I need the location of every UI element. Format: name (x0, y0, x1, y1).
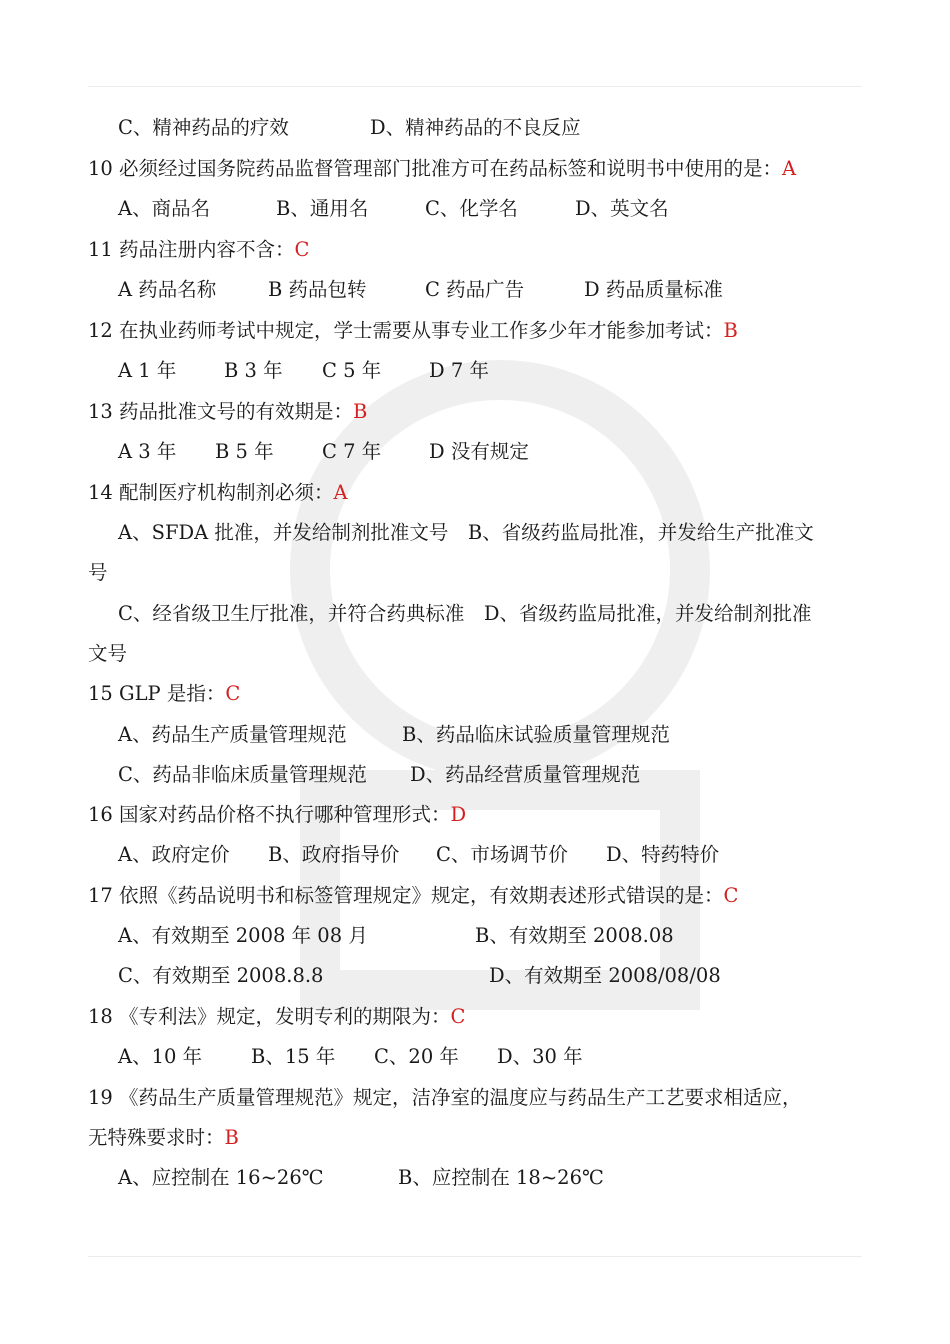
q19-stem: 19 《药品生产质量管理规范》规定，洁净室的温度应与药品生产工艺要求相适应， (88, 1086, 802, 1109)
q12-option-d: D 7 年 (429, 359, 489, 382)
q16-option-a: A、政府定价 (118, 843, 230, 866)
q18-option-b: B、15 年 (251, 1045, 336, 1068)
q19-option-a: A、应控制在 16~26℃ (118, 1166, 324, 1189)
q16-option-d: D、特药特价 (606, 843, 720, 866)
q15-option-c: C、药品非临床质量管理规范 (118, 763, 367, 786)
q10-text: 10 必须经过国务院药品监督管理部门批准方可在药品标签和说明书中使用的是： (88, 157, 783, 180)
q13-option-b: B 5 年 (215, 440, 274, 463)
q10-option-c: C、化学名 (425, 197, 518, 220)
q18-stem (88, 1003, 465, 1031)
q11-option-a: A 药品名称 (118, 278, 217, 301)
q17-text: 17 依照《药品说明书和标签管理规定》规定，有效期表述形式错误的是： (88, 884, 724, 907)
q14-options-cd: C、经省级卫生厅批准，并符合药典标准 D、省级药监局批准，并发给制剂批准 (118, 602, 812, 625)
q10-option-a: A、商品名 (118, 197, 211, 220)
q15-answer: C (225, 682, 241, 705)
q18-option-c: C、20 年 (374, 1045, 459, 1068)
q11-text: 11 药品注册内容不含： (88, 238, 295, 261)
q13-option-c: C 7 年 (322, 440, 382, 463)
q16-stem (88, 801, 466, 829)
q19-text-cont: 无特殊要求时： (88, 1126, 225, 1149)
q12-answer: B (723, 319, 738, 342)
q14-options-ab-cont: 号 (88, 561, 108, 584)
q18-answer: C (450, 1005, 466, 1028)
q17-option-c: C、有效期至 2008.8.8 (118, 964, 324, 987)
q18-option-d: D、30 年 (497, 1045, 583, 1068)
q16-option-b: B、政府指导价 (268, 843, 400, 866)
q14-answer: A (333, 481, 348, 504)
q16-answer: D (450, 803, 467, 826)
q14-stem (88, 479, 348, 507)
q15-option-b: B、药品临床试验质量管理规范 (402, 723, 670, 746)
q13-option-a: A 3 年 (118, 440, 177, 463)
q11-stem (88, 236, 309, 264)
q12-option-c: C 5 年 (322, 359, 382, 382)
q16-option-c: C、市场调节价 (436, 843, 568, 866)
q17-option-a: A、有效期至 2008 年 08 月 (118, 924, 368, 947)
q17-stem (88, 882, 738, 910)
q17-answer: C (723, 884, 739, 907)
q11-option-b: B 药品包转 (268, 278, 367, 301)
q19-stem-cont (88, 1124, 239, 1152)
q15-option-a: A、药品生产质量管理规范 (118, 723, 347, 746)
q14-options-ab: A、SFDA 批准，并发给制剂批准文号 B、省级药监局批准，并发给生产批准文 (118, 521, 814, 544)
q19-answer: B (224, 1126, 239, 1149)
q9-option-c: C、精神药品的疗效 (118, 116, 289, 139)
header-rule (88, 86, 862, 87)
q18-option-a: A、10 年 (118, 1045, 203, 1068)
q11-option-d: D 药品质量标准 (584, 278, 723, 301)
q16-text: 16 国家对药品价格不执行哪种管理形式： (88, 803, 451, 826)
q15-stem (88, 680, 240, 708)
q12-text: 12 在执业药师考试中规定，学士需要从事专业工作多少年才能参加考试： (88, 319, 724, 342)
q15-text: 15 GLP 是指： (88, 682, 226, 705)
q9-option-d: D、精神药品的不良反应 (370, 116, 581, 139)
footer-rule (88, 1256, 862, 1257)
q14-text: 14 配制医疗机构制剂必须： (88, 481, 334, 504)
q10-option-d: D、英文名 (575, 197, 669, 220)
q17-option-b: B、有效期至 2008.08 (475, 924, 674, 947)
q11-answer: C (294, 238, 310, 261)
q10-answer: A (782, 157, 797, 180)
q19-option-b: B、应控制在 18~26℃ (398, 1166, 604, 1189)
q13-stem (88, 398, 367, 426)
q12-option-b: B 3 年 (224, 359, 283, 382)
q12-stem (88, 317, 738, 345)
q10-option-b: B、通用名 (276, 197, 369, 220)
q11-option-c: C 药品广告 (425, 278, 525, 301)
q13-text: 13 药品批准文号的有效期是： (88, 400, 354, 423)
q13-option-d: D 没有规定 (429, 440, 529, 463)
q13-answer: B (353, 400, 368, 423)
q14-options-cd-cont: 文号 (88, 642, 128, 665)
q10-stem (88, 155, 796, 183)
q17-option-d: D、有效期至 2008/08/08 (489, 964, 721, 987)
q18-text: 18 《专利法》规定，发明专利的期限为： (88, 1005, 451, 1028)
q15-option-d: D、药品经营质量管理规范 (410, 763, 641, 786)
q12-option-a: A 1 年 (118, 359, 177, 382)
